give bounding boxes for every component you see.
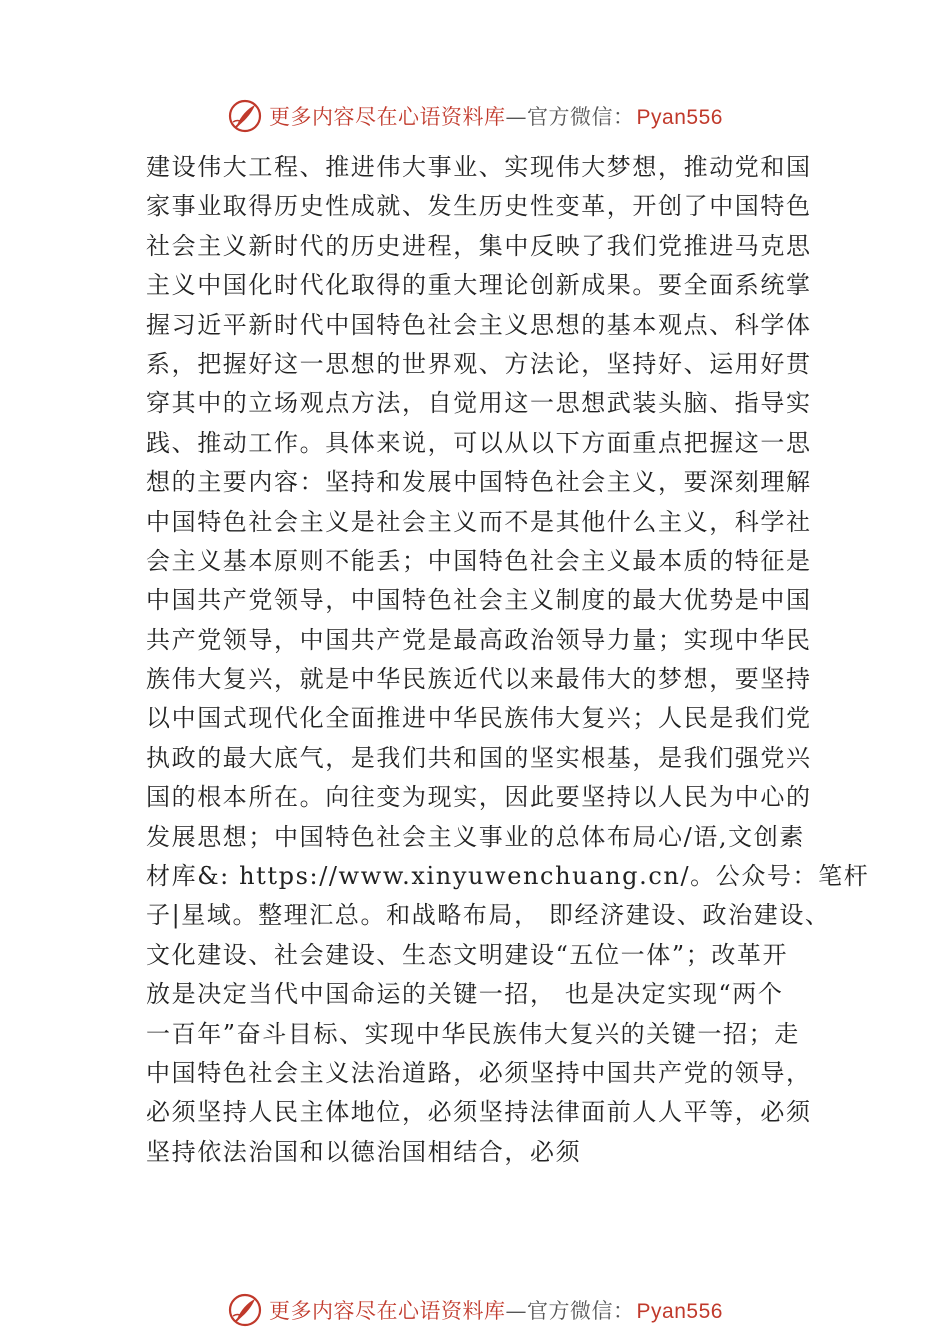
footer-brand: 更多内容尽在心语资料库 [269,1299,506,1323]
text-line: 放是决定当代中国命运的关键一招， 也是决定实现“两个 [146,980,784,1009]
text-line: 系，把握好这一思想的世界观、方法论，坚持好、运用好贯 [146,349,812,378]
header-wechat-label: 官方微信： [527,105,635,129]
text-line: 国的根本所在。向往变为现实，因此要坚持以人民为中心的 [146,783,812,812]
text-line: 中国特色社会主义是社会主义而不是其他什么主义，科学社 [146,507,812,536]
quill-logo-icon [227,1292,263,1328]
footer-wechat-label: 官方微信： [527,1299,635,1323]
text-line: 必须坚持人民主体地位，必须坚持法律面前人人平等，必须 [146,1098,812,1127]
text-line: 家事业取得历史性成就、发生历史性变革，开创了中国特色 [146,192,812,221]
text-line: 社会主义新时代的历史进程，集中反映了我们党推进马克思 [146,231,812,260]
header-wechat-id: Pyan556 [636,106,723,129]
text-line: 材库&: https://www.xinyuwenchuang.cn/。公众号：笔杆 [146,862,870,891]
text-line: 会主义基本原则不能丢；中国特色社会主义最本质的特征是 [146,546,812,575]
text-line: 践、推动工作。具体来说，可以从以下方面重点把握这一思 [146,428,812,457]
text-line: 执政的最大底气，是我们共和国的坚实根基，是我们强党兴 [146,743,812,772]
header-separator: — [505,105,528,129]
text-line: 子|星域。整理汇总。和战略布局， 即经济建设、政治建设、 [146,901,831,930]
text-line: 中国共产党领导，中国特色社会主义制度的最大优势是中国 [146,586,812,615]
text-line: 以中国式现代化全面推进中华民族伟大复兴；人民是我们党 [146,704,812,733]
text-line: 一百年”奋斗目标、实现中华民族伟大复兴的关键一招；走 [146,1019,800,1048]
text-line: 发展思想；中国特色社会主义事业的总体布局心/语,文创素 [146,822,805,851]
text-line: 坚持依法治国和以德治国相结合，必须 [146,1137,582,1166]
footer-separator: — [505,1299,528,1323]
text-line: 穿其中的立场观点方法，自觉用这一思想武装头脑、指导实 [146,389,812,418]
text-line: 共产党领导，中国共产党是最高政治领导力量；实现中华民 [146,625,812,654]
text-line: 建设伟大工程、推进伟大事业、实现伟大梦想，推动党和国 [146,153,812,181]
text-line: 文化建设、社会建设、生态文明建设“五位一体”；改革开 [146,940,789,969]
text-line: 族伟大复兴，就是中华民族近代以来最伟大的梦想，要坚持 [146,665,812,694]
header-brand: 更多内容尽在心语资料库 [269,105,506,129]
footer-banner [0,1290,950,1330]
text-line: 握习近平新时代中国特色社会主义思想的基本观点、科学体 [146,310,812,339]
quill-logo-icon [227,98,263,134]
text-line: 想的主要内容：坚持和发展中国特色社会主义，要深刻理解 [146,468,812,497]
header-banner [0,96,950,136]
text-line: 主义中国化时代化取得的重大理论创新成果。要全面系统掌 [146,271,812,300]
footer-wechat-id: Pyan556 [636,1300,723,1323]
text-line: 中国特色社会主义法治道路，必须坚持中国共产党的领导， [146,1058,812,1087]
document-body [146,148,870,1172]
